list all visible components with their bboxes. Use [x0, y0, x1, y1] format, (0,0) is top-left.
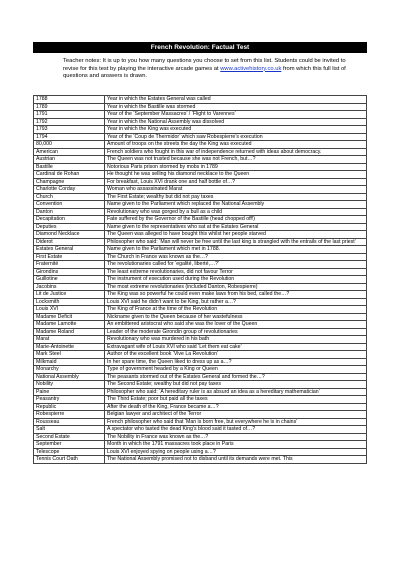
table-row: [34, 313, 367, 321]
table-row: [34, 246, 367, 254]
answer-term-cell: Second Estate: [34, 433, 105, 441]
answer-term-cell: Diderot: [34, 238, 105, 246]
answer-term-cell: Deputies: [34, 223, 105, 231]
table-row: [34, 208, 367, 216]
table-row: [34, 156, 367, 164]
table-row: [34, 448, 367, 456]
answer-term-cell: Rousseau: [34, 418, 105, 426]
answer-term-cell: Telescope: [34, 448, 105, 456]
table-row: [34, 298, 367, 306]
answer-term-cell: Marat: [34, 336, 105, 344]
table-row: [34, 321, 367, 329]
clue-cell: Nickname given to the Queen because of her wastefulness: [105, 313, 367, 321]
answer-term-cell: Diamond Necklace: [34, 231, 105, 239]
answer-term-cell: Louis XVI: [34, 306, 105, 314]
table-row: [34, 111, 367, 119]
table-row: [34, 358, 367, 366]
clue-cell: Revolutionary who was gorged by a bull as a child: [105, 208, 367, 216]
clue-cell: French philosopher who said that ‘Man is born free, but everywhere he is in chains’: [105, 418, 367, 426]
answer-term-cell: National Assembly: [34, 373, 105, 381]
clue-cell: The revolutionaries called for ‘egalité, liberté,…?’: [105, 261, 367, 269]
answer-term-cell: Convention: [34, 201, 105, 209]
table-row: [34, 96, 367, 104]
clue-cell: Year in which the National Assembly was dissolved: [105, 118, 367, 126]
answer-term-cell: Republic: [34, 403, 105, 411]
clue-cell: Leader of the moderate Girondin group of revolutionaries: [105, 328, 367, 336]
table-row: [34, 306, 367, 314]
clue-cell: Name given to the Parliament which replaced the National Assembly: [105, 201, 367, 209]
table-row: [34, 441, 367, 449]
table-row: [34, 201, 367, 209]
table-row: [34, 388, 367, 396]
clue-cell: For breakfast, Louis XVI drank one and half bottle of…?: [105, 178, 367, 186]
table-row: [34, 276, 367, 284]
answer-term-cell: Danton: [34, 208, 105, 216]
table-row: [34, 118, 367, 126]
answer-term-cell: Lit de Justice: [34, 291, 105, 299]
table-row: [34, 223, 367, 231]
table-row: [34, 238, 367, 246]
answer-term-cell: Decapitation: [34, 216, 105, 224]
clue-cell: Belgian lawyer and architect of the Terror: [105, 411, 367, 419]
clue-cell: Louis XVI said he didn’t want to be King, but rather a…?: [105, 298, 367, 306]
table-row: [34, 148, 367, 156]
clue-cell: Name given to the Parliament which met in 1788.: [105, 246, 367, 254]
clue-cell: French soldiers who fought in this war of independence returned with ideas about democracy.: [105, 148, 367, 156]
table-row: [34, 351, 367, 359]
table-row: [34, 193, 367, 201]
answer-term-cell: Church: [34, 193, 105, 201]
answer-term-cell: September: [34, 441, 105, 449]
answer-term-cell: 80,000: [34, 141, 105, 149]
clue-cell: The First Estate; wealthy but did not pay taxes: [105, 193, 367, 201]
answer-term-cell: Madame Roland: [34, 328, 105, 336]
answer-term-cell: Madame Lamotte: [34, 321, 105, 329]
table-row: [34, 231, 367, 239]
table-row: [34, 418, 367, 426]
answer-term-cell: Robespierre: [34, 411, 105, 419]
table-row: [34, 426, 367, 434]
clue-cell: The Second Estate; wealthy but did not pay taxes: [105, 381, 367, 389]
activehistory-link[interactable]: www.activehistory.co.uk: [220, 65, 282, 72]
clue-cell: Name given to the representatives who sat at the Estates General: [105, 223, 367, 231]
clue-cell: Month in which the 1791 massacres took place in Paris: [105, 441, 367, 449]
clue-cell: Woman who assassinated Marat: [105, 186, 367, 194]
clue-cell: In her spare time, the Queen liked to dress up as a…?: [105, 358, 367, 366]
answer-term-cell: Madame Deficit: [34, 313, 105, 321]
answer-term-cell: Paine: [34, 388, 105, 396]
clue-cell: Year of the ‘Coup de Thermidor’ which saw Robespierre’s execution: [105, 133, 367, 141]
clue-cell: Revolutionary who was murdered in his bath: [105, 336, 367, 344]
table-row: [34, 291, 367, 299]
clue-cell: The Queen was not trusted because she was not French, but…?: [105, 156, 367, 164]
table-row: [34, 133, 367, 141]
page-title: French Revolution: Factual Test: [33, 42, 367, 53]
table-row: [34, 163, 367, 171]
clue-cell: The King was so powerful he could even make laws from his bed, called the…?: [105, 291, 367, 299]
clue-cell: Extravagant wife of Louis XVI who said ‘Let them eat cake’: [105, 343, 367, 351]
table-row: [34, 456, 367, 464]
table-row: [34, 336, 367, 344]
answer-term-cell: Monarchy: [34, 366, 105, 374]
table-row: [34, 373, 367, 381]
table-row: [34, 283, 367, 291]
answer-term-cell: Milkmaid: [34, 358, 105, 366]
table-row: [34, 396, 367, 404]
table-row: [34, 253, 367, 261]
table-row: [34, 411, 367, 419]
answer-term-cell: Locksmith: [34, 298, 105, 306]
answer-term-cell: Champagne: [34, 178, 105, 186]
table-row: [34, 186, 367, 194]
table-row: [34, 366, 367, 374]
answer-term-cell: Salt: [34, 426, 105, 434]
clue-cell: Louis XVI enjoyed spying on people using a…?: [105, 448, 367, 456]
clue-cell: Type of government headed by a King or Queen: [105, 366, 367, 374]
clue-cell: A spectator who tasted the dead King’s blood said it tasted of…?: [105, 426, 367, 434]
table-row: [34, 343, 367, 351]
clue-cell: The peasants stormed out of the Estates General and formed the…?: [105, 373, 367, 381]
clue-cell: Notorious Paris prison stormed by mobs in 1789: [105, 163, 367, 171]
clue-cell: The Nobility in France was known as the…?: [105, 433, 367, 441]
clue-cell: The National Assembly promised not to disband until its demands were met. This: [105, 456, 367, 464]
clue-cell: Philosopher who said: ‘A hereditary ruler is as absurd an idea as a hereditary mathematician’: [105, 388, 367, 396]
clue-cell: An embittered aristocrat who said she was the lover of the Queen: [105, 321, 367, 329]
clue-cell: The Queen was alleged to have bought this whilst her people starved: [105, 231, 367, 239]
clue-cell: Year in which the Estates General was called: [105, 96, 367, 104]
answer-term-cell: Marie-Antoinette: [34, 343, 105, 351]
answer-term-cell: 1792: [34, 118, 105, 126]
answer-term-cell: Estates General: [34, 246, 105, 254]
clue-cell: The Church in France was known as the…?: [105, 253, 367, 261]
clue-cell: The King of France at the time of the Revolution: [105, 306, 367, 314]
clue-cell: After the death of the King, France became a…?: [105, 403, 367, 411]
table-row: [34, 381, 367, 389]
clue-cell: Year of the ‘September Massacres’ / ‘Flight to Varennes’: [105, 111, 367, 119]
table-row: [34, 103, 367, 111]
clue-cell: Year in which the Bastille was stormed: [105, 103, 367, 111]
answer-term-cell: 1788: [34, 96, 105, 104]
table-row: [34, 141, 367, 149]
answer-term-cell: Cardinal de Rohan: [34, 171, 105, 179]
table-row: [34, 216, 367, 224]
answer-term-cell: Charlotte Corday: [34, 186, 105, 194]
clue-cell: The instrument of execution used during the Revolution: [105, 276, 367, 284]
answer-term-cell: Bastille: [34, 163, 105, 171]
clue-cell: Amount of troops on the streets the day the King was executed: [105, 141, 367, 149]
answer-term-cell: Peasantry: [34, 396, 105, 404]
answer-term-cell: Austrian: [34, 156, 105, 164]
questions-table: [33, 95, 367, 464]
notes-text-after: from which this full list of questions and answers is drawn.: [63, 65, 346, 80]
answer-term-cell: 1791: [34, 111, 105, 119]
answer-term-cell: Girondins: [34, 268, 105, 276]
table-row: [34, 328, 367, 336]
answer-term-cell: Fraternité: [34, 261, 105, 269]
answer-term-cell: Jacobins: [34, 283, 105, 291]
answer-term-cell: Guillotine: [34, 276, 105, 284]
answer-term-cell: 1789: [34, 103, 105, 111]
table-row: [34, 268, 367, 276]
clue-cell: The least extreme revolutionaries, did not favour Terror: [105, 268, 367, 276]
answer-term-cell: American: [34, 148, 105, 156]
clue-cell: Year in which the King was executed: [105, 126, 367, 134]
clue-cell: The most extreme revolutionaries (included Danton, Robespierre): [105, 283, 367, 291]
table-row: [34, 403, 367, 411]
table-row: [34, 261, 367, 269]
clue-cell: He thought he was selling his diamond necklace to the Queen: [105, 171, 367, 179]
teacher-notes: [63, 58, 353, 81]
table-row: [34, 178, 367, 186]
notes-text-before: Teacher notes: It is up to you how many questions you choose to set from this list. Students could be invited to revise for this test by playing the interactive arcade games at: [63, 58, 346, 72]
answer-term-cell: Tennis Court Oath: [34, 456, 105, 464]
answer-term-cell: 1794: [34, 133, 105, 141]
clue-cell: Philosopher who said: ‘Man will never be free until the last king is strangled with the entrails of the last priest’: [105, 238, 367, 246]
clue-cell: Author of the excellent book ‘Vive La Revolution’: [105, 351, 367, 359]
table-row: [34, 126, 367, 134]
clue-cell: Fate suffered by the Governor of the Bastille (head chopped off!): [105, 216, 367, 224]
clue-cell: The Third Estate; poor but paid all the taxes: [105, 396, 367, 404]
table-row: [34, 171, 367, 179]
table-row: [34, 433, 367, 441]
answer-term-cell: Mark Steel: [34, 351, 105, 359]
answer-term-cell: Nobility: [34, 381, 105, 389]
answer-term-cell: 1793: [34, 126, 105, 134]
answer-term-cell: First Estate: [34, 253, 105, 261]
